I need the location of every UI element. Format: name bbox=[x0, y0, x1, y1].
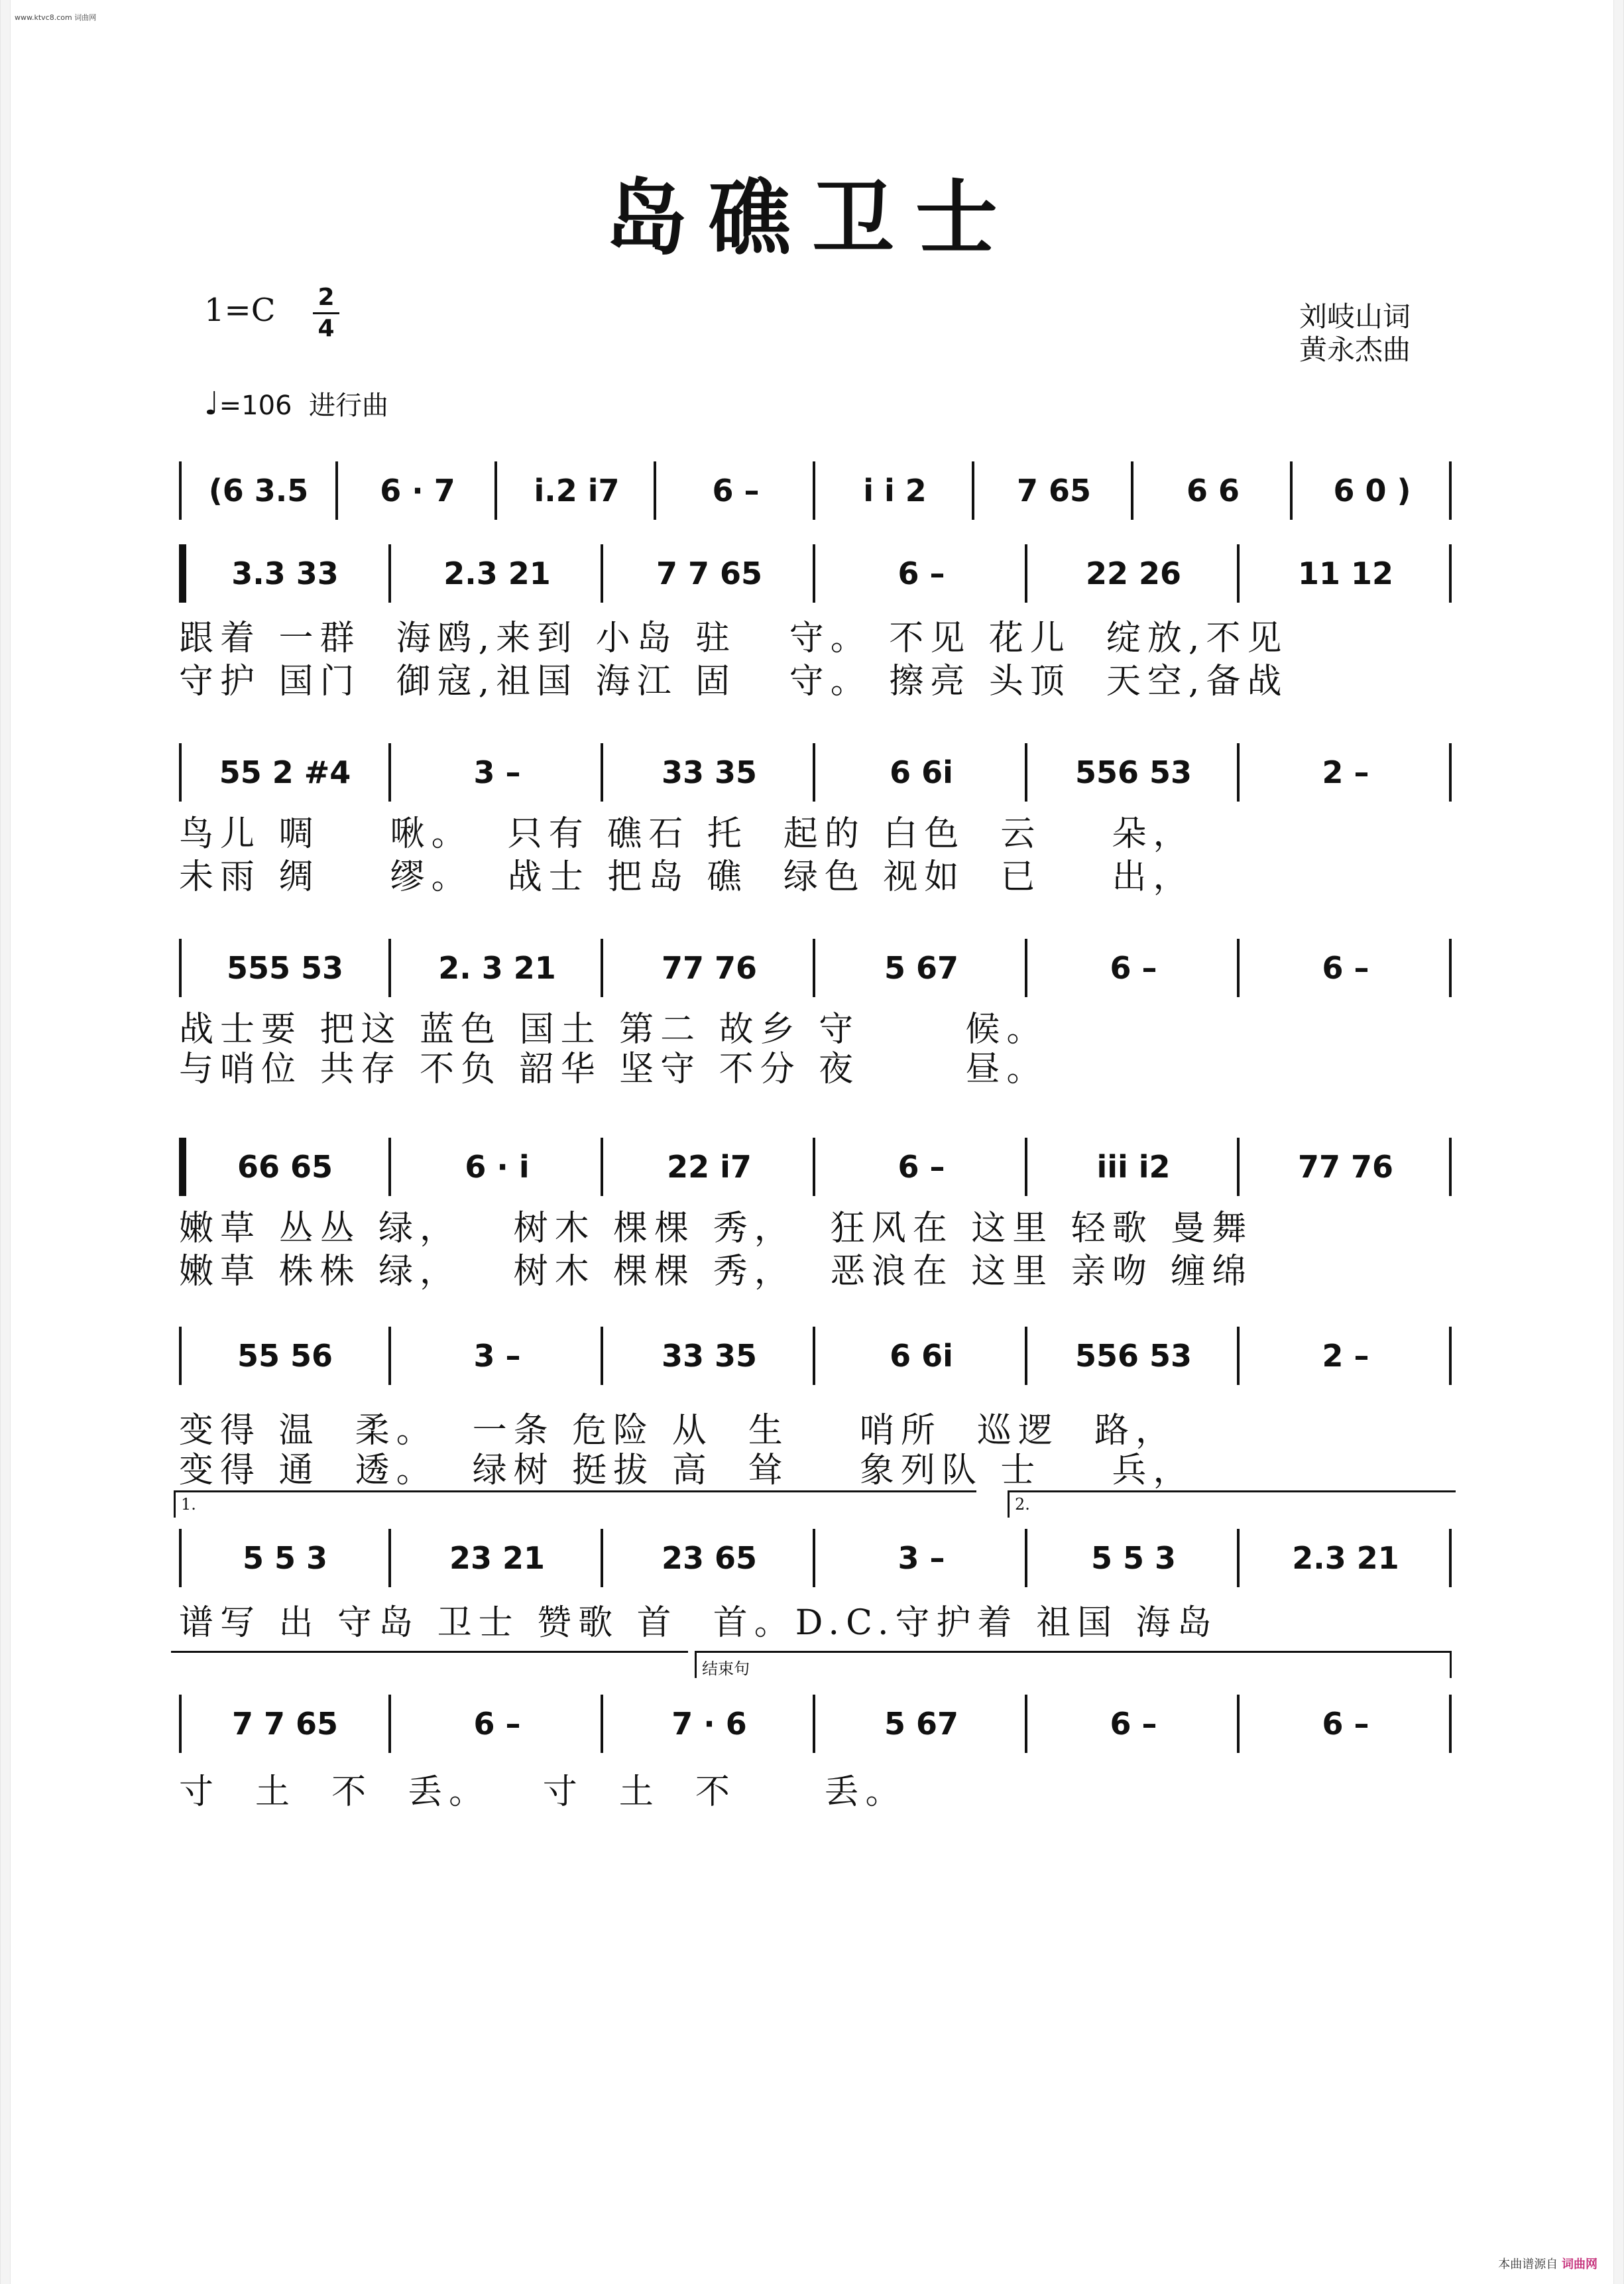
barline bbox=[601, 544, 603, 603]
lyric-line: 谱写 出 守岛 卫士 赞歌 首 首。D.C.守护着 祖国 海岛 bbox=[179, 1603, 1218, 1643]
measure: 6 0 ) bbox=[1333, 473, 1411, 509]
second-ending-label: 2. bbox=[1015, 1495, 1030, 1514]
barline bbox=[388, 1138, 391, 1196]
key-signature: 1=C bbox=[204, 292, 276, 329]
barline bbox=[388, 939, 391, 997]
barline bbox=[179, 939, 182, 997]
staff-row bbox=[179, 1134, 1452, 1200]
measure: 7 7 65 bbox=[656, 556, 763, 591]
barline bbox=[813, 544, 815, 603]
measure: 556 53 bbox=[1074, 1338, 1192, 1374]
barline bbox=[813, 1695, 815, 1753]
measure: 6 – bbox=[898, 556, 945, 591]
measure: (6 3.5 bbox=[208, 473, 309, 509]
barline bbox=[1025, 1327, 1027, 1385]
barline bbox=[179, 1529, 182, 1587]
measure: 5 67 bbox=[884, 1706, 959, 1742]
measure: 6 – bbox=[1110, 1706, 1157, 1742]
barline bbox=[601, 1529, 603, 1587]
lyric-line: 鸟儿 啁 啾。 只有 礁石 托 起的 白色 云 朵， bbox=[179, 814, 1194, 854]
lyric-line: 战士要 把这 蓝色 国土 第二 故乡 守 候。 bbox=[179, 1010, 1048, 1050]
measure: 77 76 bbox=[661, 950, 758, 986]
measure: 6 · 7 bbox=[380, 473, 455, 509]
measure: 23 21 bbox=[449, 1540, 546, 1576]
tempo-value: =106 bbox=[219, 391, 292, 421]
lyric-line: 寸 土 不 丢。 寸 土 不 丢。 bbox=[179, 1772, 907, 1812]
ending-phrase-label: 结束句 bbox=[702, 1659, 750, 1678]
barline bbox=[813, 743, 815, 802]
barline bbox=[813, 461, 815, 520]
measure: 2. 3 21 bbox=[438, 950, 556, 986]
barline bbox=[972, 461, 974, 520]
barline bbox=[654, 461, 656, 520]
barline bbox=[388, 544, 391, 603]
measure: 2 – bbox=[1322, 1338, 1369, 1374]
barline bbox=[1025, 544, 1027, 603]
footer-text: 本曲谱源自 bbox=[1498, 2257, 1558, 2271]
measure: 6 6i bbox=[890, 754, 953, 790]
barline bbox=[388, 743, 391, 802]
barline bbox=[1025, 743, 1027, 802]
barline bbox=[335, 461, 338, 520]
barline bbox=[1131, 461, 1133, 520]
barline bbox=[388, 1327, 391, 1385]
lyric-line: 嫩草 株株 绿， 树木 棵棵 秀， 恶浪在 这里 亲吻 缠绵 bbox=[179, 1252, 1253, 1292]
barline bbox=[813, 939, 815, 997]
barline bbox=[1449, 743, 1452, 802]
barline bbox=[1237, 1695, 1240, 1753]
lyricist-credit: 刘岐山词 bbox=[1299, 300, 1411, 333]
measure: 6 6i bbox=[890, 1338, 953, 1374]
measure: 23 65 bbox=[661, 1540, 758, 1576]
footer-site: 词曲网 bbox=[1562, 2257, 1597, 2271]
measure: 6 – bbox=[1322, 950, 1369, 986]
footer-credit bbox=[1498, 2255, 1597, 2272]
measure: i.2 i7 bbox=[534, 473, 620, 509]
first-ending-label: 1. bbox=[181, 1495, 196, 1514]
barline bbox=[1025, 1138, 1027, 1196]
measure: 11 12 bbox=[1297, 556, 1394, 591]
barline bbox=[1237, 939, 1240, 997]
barline bbox=[1449, 939, 1452, 997]
measure: 555 53 bbox=[226, 950, 344, 986]
measure: 33 35 bbox=[661, 1338, 758, 1374]
measure: 7 65 bbox=[1016, 473, 1092, 509]
barline bbox=[388, 1695, 391, 1753]
measure: i i 2 bbox=[863, 473, 927, 509]
barline bbox=[1025, 939, 1027, 997]
barline bbox=[1449, 1138, 1452, 1196]
time-signature-bottom: 4 bbox=[318, 315, 335, 342]
composer-credit: 黄永杰曲 bbox=[1299, 333, 1411, 366]
barline bbox=[813, 1138, 815, 1196]
staff-row bbox=[179, 540, 1452, 607]
staff-row bbox=[179, 457, 1452, 524]
ending-phrase-bracket bbox=[695, 1651, 1452, 1678]
barline bbox=[601, 1695, 603, 1753]
measure: 5 5 3 bbox=[1090, 1540, 1177, 1576]
barline bbox=[1290, 461, 1293, 520]
barline bbox=[179, 743, 182, 802]
left-margin-strip bbox=[0, 0, 11, 2284]
lyric-line: 变得 温 柔。 一条 危险 从 生 哨所 巡逻 路， bbox=[179, 1411, 1177, 1451]
measure: 6 · i bbox=[465, 1149, 530, 1185]
barline bbox=[179, 1695, 182, 1753]
lyric-line: 与哨位 共存 不负 韶华 坚守 不分 夜 昼。 bbox=[179, 1050, 1048, 1089]
tempo-style: 进行曲 bbox=[308, 391, 388, 421]
tempo-marking bbox=[204, 385, 388, 422]
barline bbox=[1449, 461, 1452, 520]
first-ending-bracket bbox=[174, 1490, 976, 1518]
right-margin-strip bbox=[1613, 0, 1624, 2284]
quarter-note-icon: ♩ bbox=[204, 385, 219, 422]
barline bbox=[601, 939, 603, 997]
source-watermark: www.ktvc8.com 词曲网 bbox=[15, 13, 97, 22]
measure: 22 26 bbox=[1085, 556, 1182, 591]
lyric-line: 守护 国门 御寇,祖国 海江 固 守。 擦亮 头顶 天空,备战 bbox=[179, 662, 1289, 701]
barline bbox=[1449, 544, 1452, 603]
measure: 7 · 6 bbox=[671, 1706, 747, 1742]
measure: 3 – bbox=[473, 1338, 521, 1374]
barline bbox=[1025, 1695, 1027, 1753]
staff-row bbox=[179, 739, 1452, 806]
lyric-line: 嫩草 丛丛 绿， 树木 棵棵 秀， 狂风在 这里 轻歌 曼舞 bbox=[179, 1209, 1253, 1248]
song-title: 岛礁卫士 bbox=[605, 170, 1019, 267]
barline bbox=[1025, 1529, 1027, 1587]
measure: 3.3 33 bbox=[231, 556, 339, 591]
barline bbox=[1237, 1529, 1240, 1587]
measure: 6 – bbox=[1110, 950, 1157, 986]
measure: 3 – bbox=[898, 1540, 945, 1576]
staff-row bbox=[179, 1323, 1452, 1389]
measure: 77 76 bbox=[1297, 1149, 1394, 1185]
dc-line bbox=[171, 1651, 688, 1653]
barline bbox=[813, 1327, 815, 1385]
time-signature-top: 2 bbox=[318, 284, 335, 311]
measure: 55 2 #4 bbox=[219, 754, 351, 790]
barline bbox=[494, 461, 497, 520]
lyric-line: 未雨 绸 缪。 战士 把岛 礁 绿色 视如 已 出， bbox=[179, 857, 1194, 897]
lyric-line: 变得 通 透。 绿树 挺拔 高 耸 象列队 士 兵， bbox=[179, 1451, 1194, 1490]
barline bbox=[1449, 1529, 1452, 1587]
measure: 5 5 3 bbox=[242, 1540, 328, 1576]
barline bbox=[1237, 743, 1240, 802]
staff-row bbox=[179, 1525, 1452, 1591]
measure: 6 – bbox=[1322, 1706, 1369, 1742]
barline bbox=[388, 1529, 391, 1587]
measure: 66 65 bbox=[237, 1149, 333, 1185]
measure: 22 i7 bbox=[667, 1149, 752, 1185]
measure: 2 – bbox=[1322, 754, 1369, 790]
second-ending-bracket bbox=[1008, 1490, 1456, 1518]
time-signature bbox=[313, 284, 339, 343]
barline bbox=[1237, 1327, 1240, 1385]
lyric-line: 跟着 一群 海鸥,来到 小岛 驻 守。 不见 花儿 绽放,不见 bbox=[179, 619, 1289, 658]
measure: 2.3 21 bbox=[443, 556, 551, 591]
measure: 556 53 bbox=[1074, 754, 1192, 790]
barline bbox=[601, 1327, 603, 1385]
barline bbox=[601, 1138, 603, 1196]
barline bbox=[601, 743, 603, 802]
measure: 6 – bbox=[712, 473, 760, 509]
barline bbox=[179, 461, 182, 520]
measure: 55 56 bbox=[237, 1338, 333, 1374]
barline bbox=[1237, 544, 1240, 603]
measure: 6 – bbox=[898, 1149, 945, 1185]
measure: 3 – bbox=[473, 754, 521, 790]
staff-row bbox=[179, 935, 1452, 1001]
measure: 6 – bbox=[473, 1706, 521, 1742]
measure: 2.3 21 bbox=[1292, 1540, 1399, 1576]
measure: 5 67 bbox=[884, 950, 959, 986]
barline bbox=[1237, 1138, 1240, 1196]
barline bbox=[1449, 1695, 1452, 1753]
barline bbox=[179, 1327, 182, 1385]
staff-row bbox=[179, 1691, 1452, 1757]
measure: 6 6 bbox=[1186, 473, 1240, 509]
measure: 33 35 bbox=[661, 754, 758, 790]
measure: 7 7 65 bbox=[231, 1706, 339, 1742]
barline bbox=[813, 1529, 815, 1587]
barline bbox=[1449, 1327, 1452, 1385]
measure: iii i2 bbox=[1096, 1149, 1171, 1185]
